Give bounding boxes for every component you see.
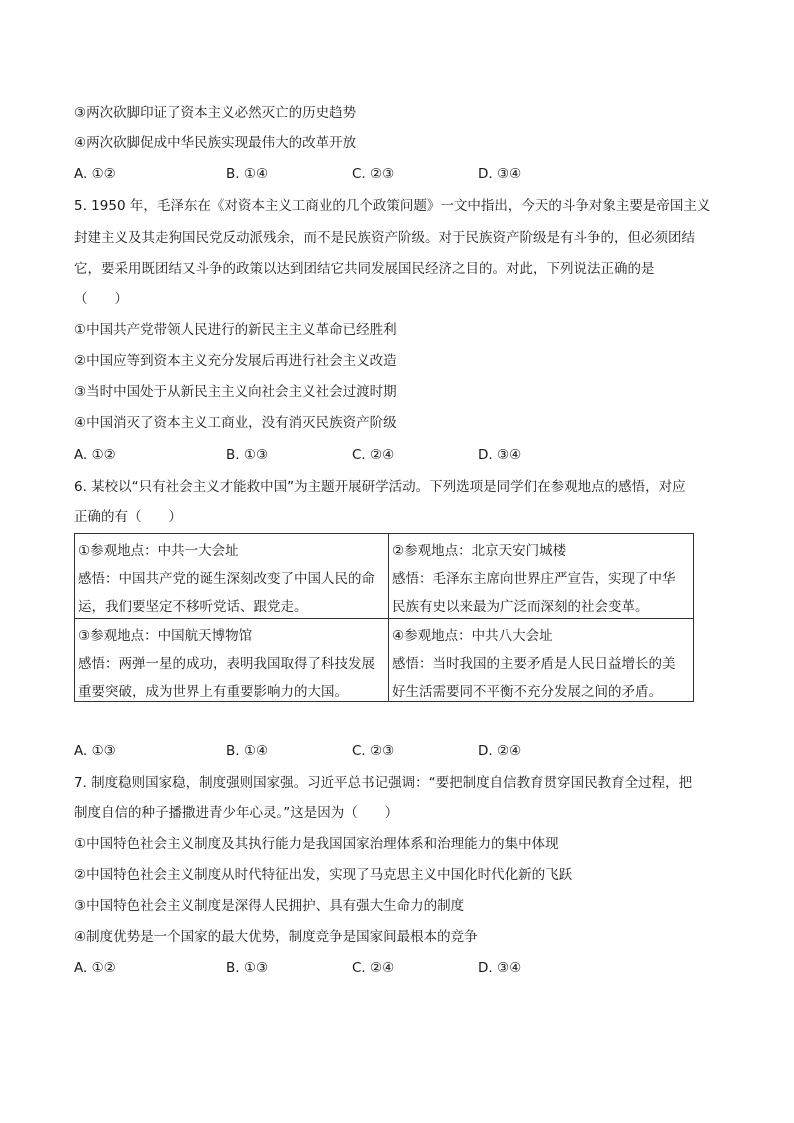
q5-stem-line-1: 5. 1950 年，毛泽东在《对资本主义工商业的几个政策问题》一文中指出，今天的斗争对象主要是帝国主义 xyxy=(74,198,711,214)
q7-stem-line-1: 7. 制度稳则国家稳，制度强则国家强。习近平总书记强调：“要把制度自信教育贯穿国民教育全过程，把 xyxy=(74,775,693,791)
q5-answer-blank: （ ） xyxy=(74,291,128,307)
q6-cell-3-insight-b: 重要突破，成为世界上有重要影响力的大国。 xyxy=(78,684,348,700)
q7-option-d[interactable]: D. ③④ xyxy=(478,960,522,976)
q7-stem-line-2: 制度自信的种子播撒进青少年心灵。”这是因为（ ） xyxy=(74,805,399,821)
q7-statement-2: ②中国特色社会主义制度从时代特征出发，实现了马克思主义中国化时代化新的飞跃 xyxy=(74,867,573,883)
q4-statement-4: ④两次砍脚促成中华民族实现最伟大的改革开放 xyxy=(74,135,357,151)
q7-statement-1: ①中国特色社会主义制度及其执行能力是我国国家治理体系和治理能力的集中体现 xyxy=(74,836,559,852)
q6-cell-4-insight-a: 感悟：当时我国的主要矛盾是人民日益增长的美 xyxy=(392,656,676,672)
q4-option-a[interactable]: A. ①② xyxy=(74,166,116,182)
q6-cell-3-place: ③参观地点：中国航天博物馆 xyxy=(78,628,253,644)
q5-option-c[interactable]: C. ②④ xyxy=(352,447,395,463)
q5-option-b[interactable]: B. ①③ xyxy=(226,447,269,463)
q6-options xyxy=(74,741,634,761)
q4-option-d[interactable]: D. ③④ xyxy=(478,166,522,182)
q5-statement-1: ①中国共产党带领人民进行的新民主主义革命已经胜利 xyxy=(74,322,397,338)
q5-statement-4: ④中国消灭了资本主义工商业，没有消灭民族资产阶级 xyxy=(74,415,397,431)
q4-option-c[interactable]: C. ②③ xyxy=(352,166,395,182)
q6-cell-1-insight-b: 运，我们要坚定不移听党话、跟党走。 xyxy=(78,599,308,615)
q6-cell-2-insight-b: 民族有史以来最为广泛而深刻的社会变革。 xyxy=(392,599,649,615)
q6-cell-1-insight-a: 感悟：中国共产党的诞生深刻改变了中国人民的命 xyxy=(78,571,375,587)
q6-table-cell-2 xyxy=(388,534,693,618)
q6-cell-2-place: ②参观地点：北京天安门城楼 xyxy=(392,543,567,559)
q6-cell-4-place: ④参观地点：中共八大会址 xyxy=(392,628,553,644)
q6-table-cell-4 xyxy=(388,618,693,701)
q6-cell-4-insight-b: 好生活需要同不平衡不充分发展之间的矛盾。 xyxy=(392,684,662,700)
q6-option-b[interactable]: B. ①④ xyxy=(226,743,269,759)
q5-options xyxy=(74,445,634,465)
q6-cell-2-insight-a: 感悟：毛泽东主席向世界庄严宣告，实现了中华 xyxy=(392,571,676,587)
q4-statement-3: ③两次砍脚印证了资本主义必然灭亡的历史趋势 xyxy=(74,105,357,121)
q5-stem-line-2: 封建主义及其走狗国民党反动派残余，而不是民族资产阶级。对于民族资产阶级是有斗争的，但必须团结 xyxy=(74,230,695,246)
q7-option-b[interactable]: B. ①③ xyxy=(226,960,269,976)
q6-visit-table xyxy=(74,533,694,702)
q6-stem-line-1: 6. 某校以“只有社会主义才能救中国”为主题开展研学活动。下列选项是同学们在参观地点的感悟，对应 xyxy=(74,479,686,495)
q7-statement-4: ④制度优势是一个国家的最大优势，制度竞争是国家间最根本的竞争 xyxy=(74,929,478,945)
q6-table-cell-3 xyxy=(75,618,388,701)
q6-option-d[interactable]: D. ②④ xyxy=(478,743,522,759)
q6-table-cell-1 xyxy=(75,534,388,618)
q7-statement-3: ③中国特色社会主义制度是深得人民拥护、具有强大生命力的制度 xyxy=(74,898,465,914)
q6-option-a[interactable]: A. ①③ xyxy=(74,743,116,759)
q6-cell-3-insight-a: 感悟：两弹一星的成功，表明我国取得了科技发展 xyxy=(78,656,375,672)
q7-option-c[interactable]: C. ②④ xyxy=(352,960,395,976)
q6-stem-line-2: 正确的有（ ） xyxy=(74,509,182,525)
q5-option-d[interactable]: D. ③④ xyxy=(478,447,522,463)
q5-option-a[interactable]: A. ①② xyxy=(74,447,116,463)
q5-statement-2: ②中国应等到资本主义充分发展后再进行社会主义改造 xyxy=(74,353,397,369)
q4-options xyxy=(74,164,634,184)
q5-statement-3: ③当时中国处于从新民主主义向社会主义社会过渡时期 xyxy=(74,384,397,400)
q6-option-c[interactable]: C. ②③ xyxy=(352,743,395,759)
q4-option-b[interactable]: B. ①④ xyxy=(226,166,269,182)
q7-options xyxy=(74,958,634,978)
q7-option-a[interactable]: A. ①② xyxy=(74,960,116,976)
q6-cell-1-place: ①参观地点：中共一大会址 xyxy=(78,543,239,559)
q5-stem-line-3: 它，要采用既团结又斗争的政策以达到团结它共同发展国民经济之目的。对此，下列说法正确的是 xyxy=(74,261,655,277)
